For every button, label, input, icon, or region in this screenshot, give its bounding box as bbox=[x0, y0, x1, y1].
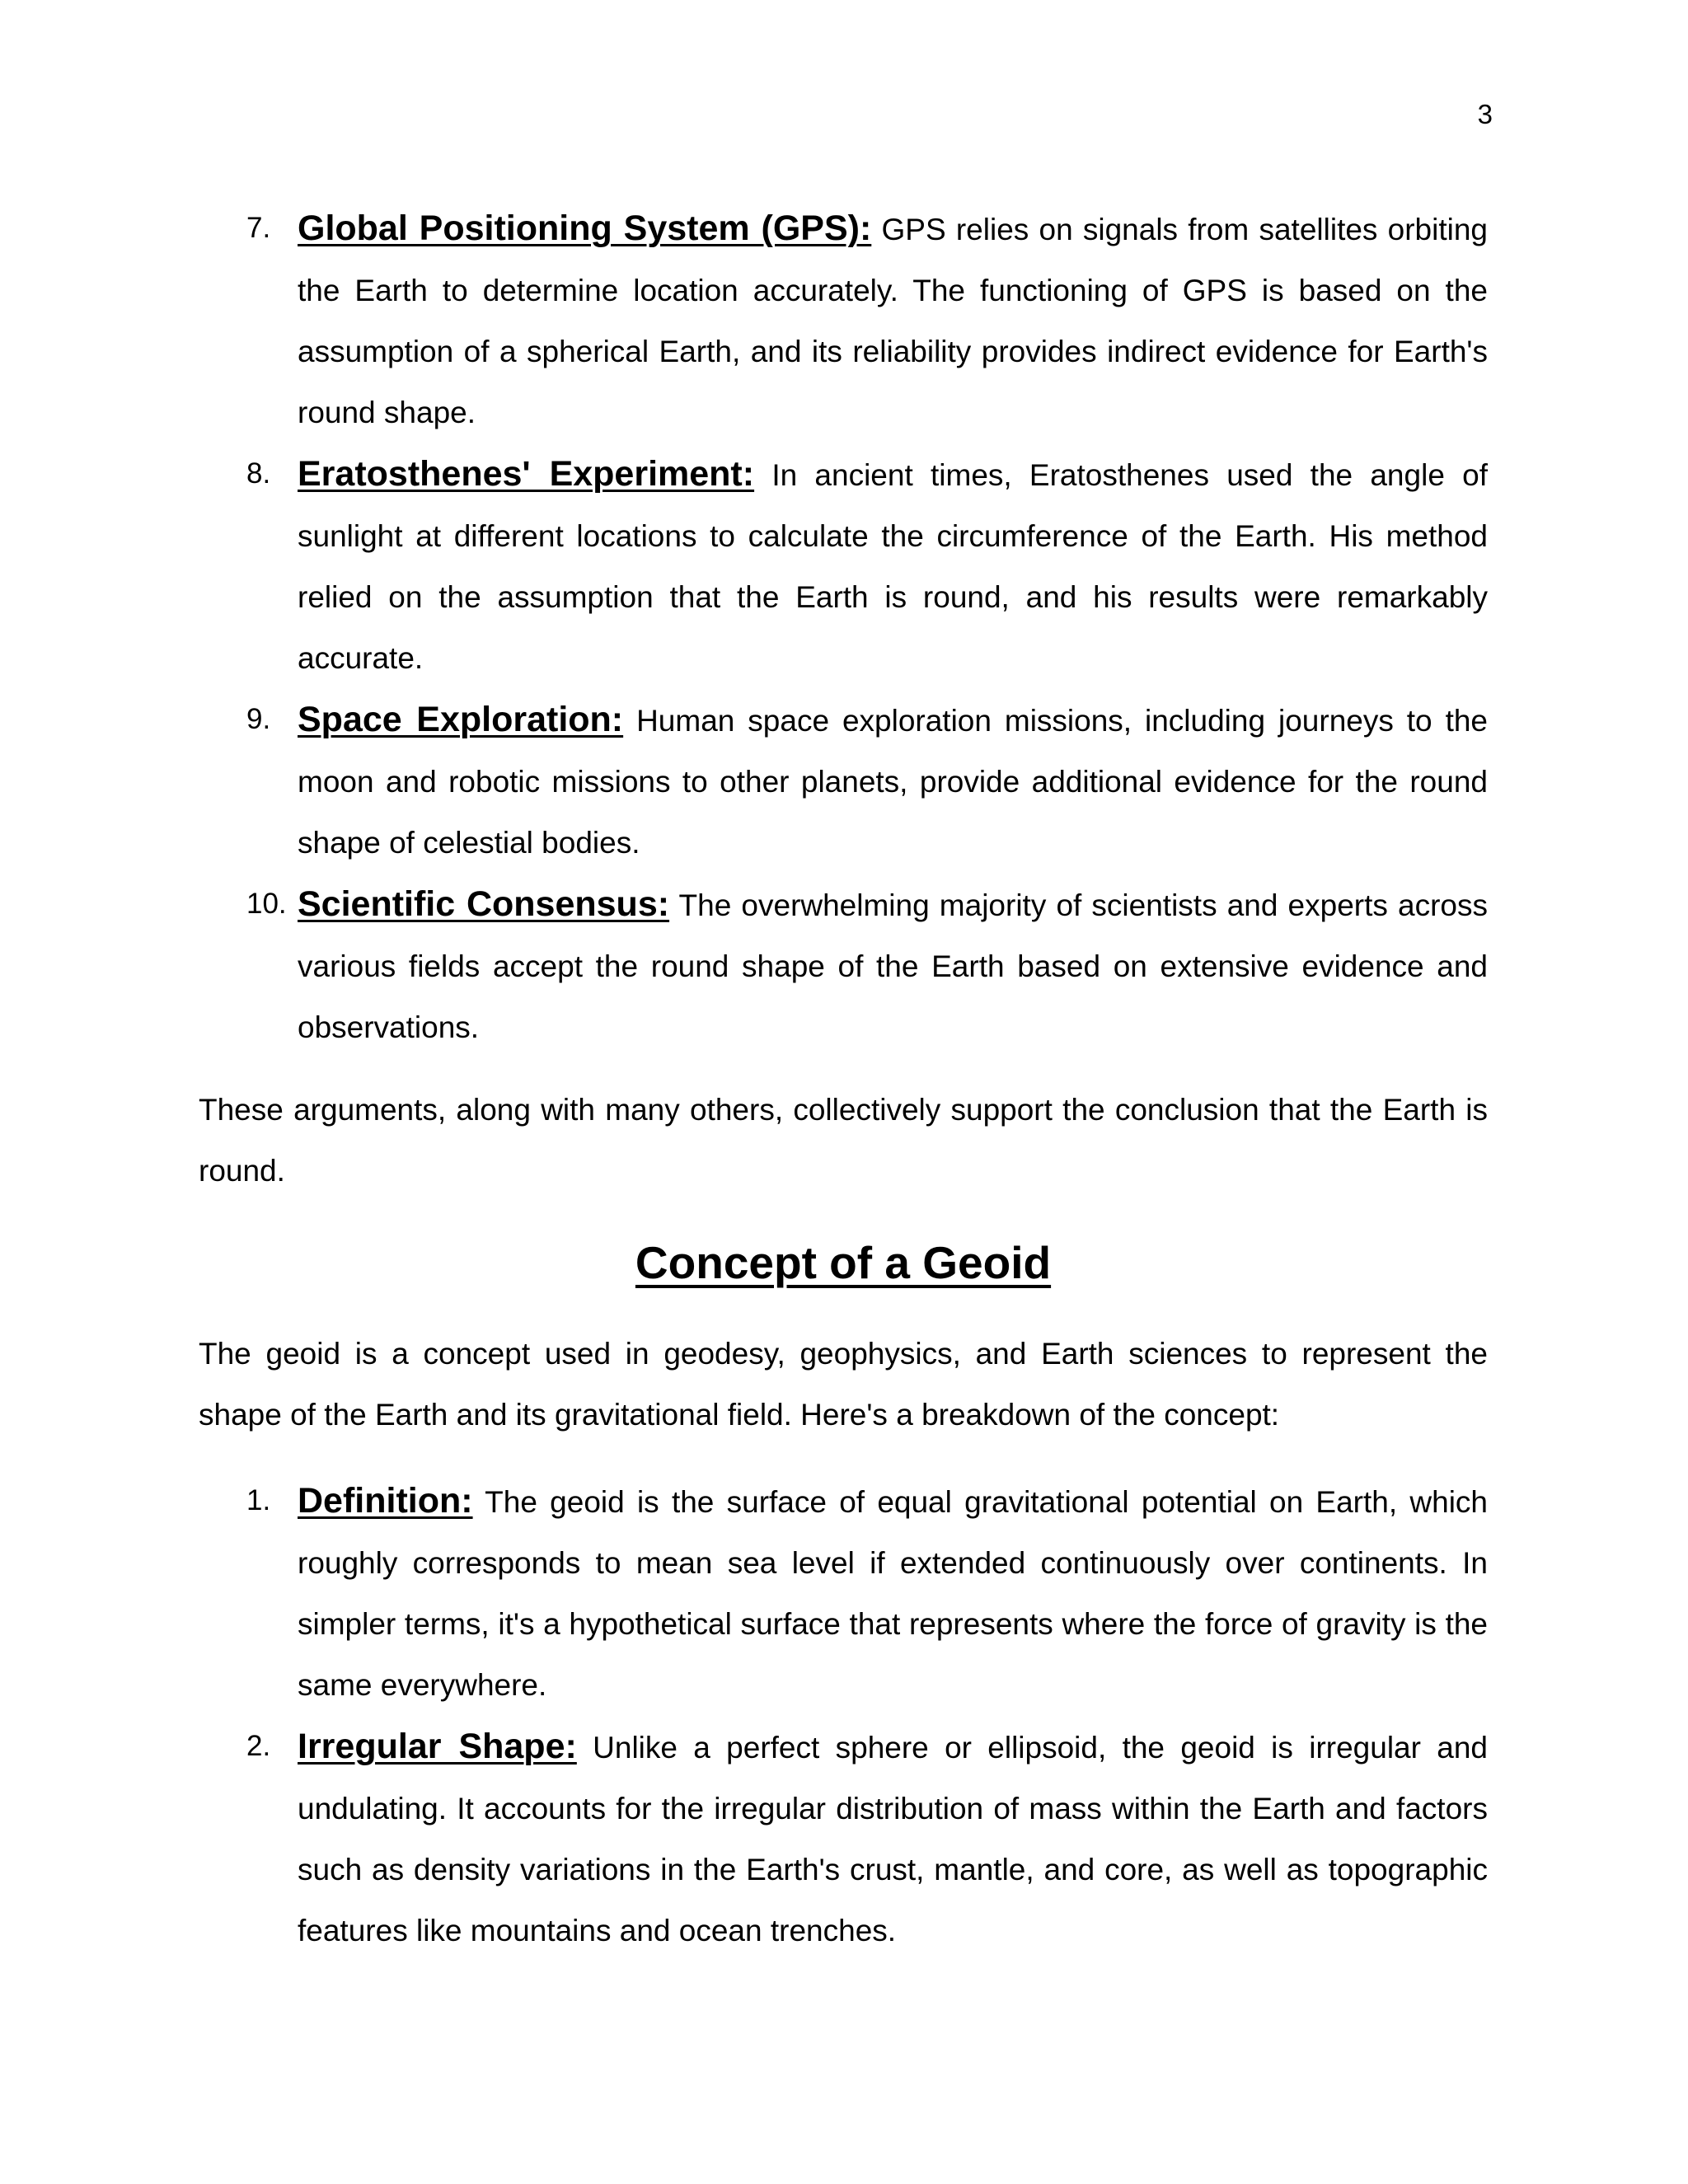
list-item-number: 9. bbox=[246, 703, 271, 735]
list-item-number: 7. bbox=[246, 212, 271, 244]
list-item-number: 2. bbox=[246, 1730, 271, 1762]
list-item-number: 1. bbox=[246, 1484, 271, 1516]
list-item bbox=[199, 689, 1488, 874]
geoid-list bbox=[199, 1470, 1488, 1961]
document-body bbox=[199, 198, 1488, 1961]
list-item-text: Unlike a perfect sphere or ellipsoid, the geoid is irregular and undulating. It accounts for the irregular distribution of mass within the Earth and factors such as density variations in the Earth's crust, mantle, and core, as well as topographic features like mountains and ocean trenches. bbox=[298, 1731, 1488, 1947]
list-item bbox=[199, 1470, 1488, 1716]
conclusion-paragraph: These arguments, along with many others, collectively support the conclusion that the Earth is round. bbox=[199, 1093, 1488, 1188]
list-item-text: In ancient times, Eratosthenes used the angle of sunlight at different locations to calculate the circumference of the Earth. His method relied on the assumption that the Earth is round, and his results were remarkably accurate. bbox=[298, 458, 1488, 675]
list-item-number: 8. bbox=[246, 457, 271, 490]
list-item-text: The overwhelming majority of scientists and experts across various fields accept the round shape of the Earth based on extensive evidence and observations. bbox=[298, 888, 1488, 1044]
list-item-term: Irregular Shape: bbox=[298, 1727, 577, 1766]
list-item-text: GPS relies on signals from satellites orbiting the Earth to determine location accurately. The functioning of GPS is based on the assumption of a spherical Earth, and its reliability provides indirect evidence for Earth's round shape. bbox=[298, 213, 1488, 429]
intro-paragraph: The geoid is a concept used in geodesy, geophysics, and Earth sciences to represent the shape of the Earth and its gravitational field. Here's a breakdown of the concept: bbox=[199, 1337, 1488, 1432]
list-item-term: Eratosthenes' Experiment: bbox=[298, 454, 755, 494]
evidence-list bbox=[199, 198, 1488, 1058]
section-heading: Concept of a Geoid bbox=[635, 1237, 1052, 1288]
list-item-term: Global Positioning System (GPS): bbox=[298, 209, 872, 248]
list-item-term: Definition: bbox=[298, 1481, 473, 1521]
list-item-text: Human space exploration missions, including journeys to the moon and robotic missions to other planets, provide additional evidence for the round shape of celestial bodies. bbox=[298, 704, 1488, 860]
list-item-term: Space Exploration: bbox=[298, 700, 624, 739]
list-item bbox=[199, 198, 1488, 443]
list-item-term: Scientific Consensus: bbox=[298, 884, 670, 924]
list-item bbox=[199, 1716, 1488, 1961]
page-number: 3 bbox=[1477, 99, 1493, 129]
list-item-number: 10. bbox=[246, 888, 287, 920]
list-item bbox=[199, 874, 1488, 1058]
list-item-text: The geoid is the surface of equal gravitational potential on Earth, which roughly corresponds to mean sea level if extended continuously over continents. In simpler terms, it's a hypothetical surface that represents where the force of gravity is the same everywhere. bbox=[298, 1485, 1488, 1702]
list-item bbox=[199, 443, 1488, 689]
